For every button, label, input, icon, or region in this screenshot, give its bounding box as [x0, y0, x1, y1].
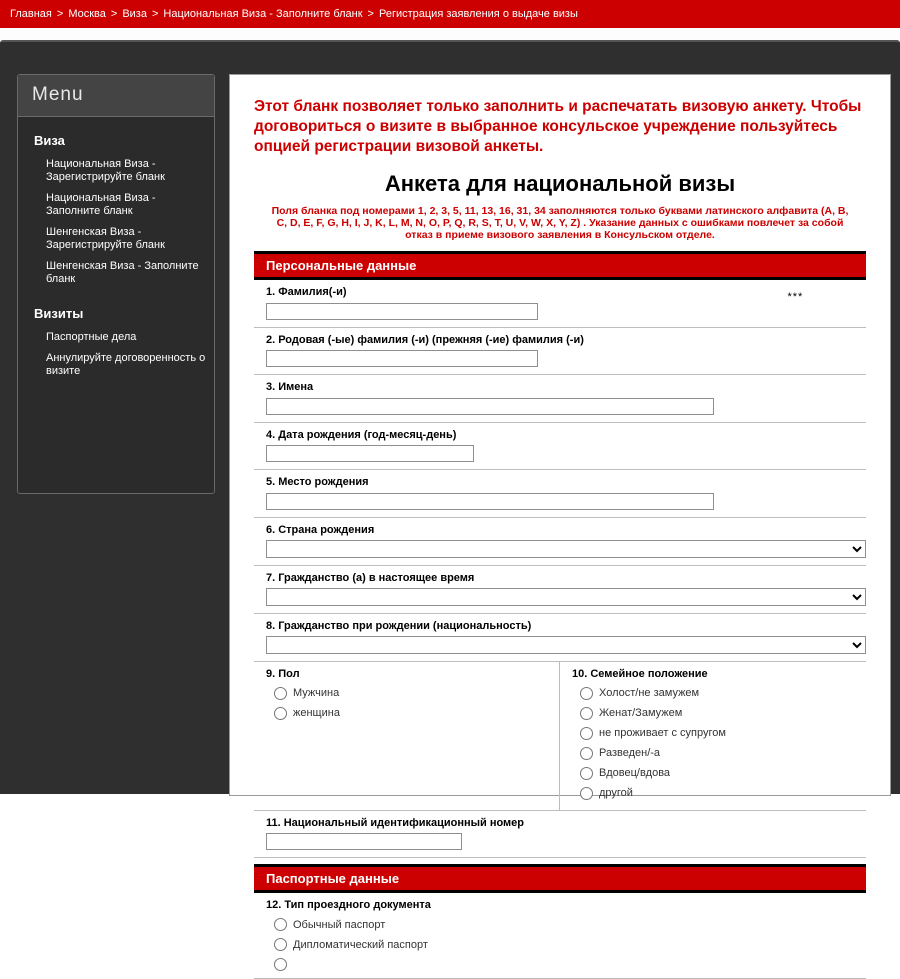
radio-marital-single[interactable] [580, 687, 866, 700]
radio-doc-diplomatic-input[interactable] [274, 938, 287, 951]
sidebar-item-passport-matters[interactable]: Паспортные дела [46, 331, 137, 343]
radio-marital-single-input[interactable] [580, 687, 593, 700]
field-surname: 1. Фамилия(-и) *** [254, 280, 866, 328]
radio-marital-other[interactable] [580, 787, 866, 800]
field-national-id [254, 811, 866, 859]
radio-marital-widowed-input[interactable] [580, 767, 593, 780]
radio-doc-ordinary-input[interactable] [274, 918, 287, 931]
radio-doc-other[interactable] [274, 958, 866, 971]
field-birth-date-label: 4. Дата рождения (год-месяц-день) [266, 428, 457, 441]
field-birth-citizenship [254, 614, 866, 662]
radio-doc-other-input[interactable] [274, 958, 287, 971]
radio-marital-divorced-label: Разведен/-а [599, 747, 661, 759]
breadcrumb-item-4[interactable]: Регистрация заявления о выдаче визы [378, 8, 578, 20]
radio-marital-separated[interactable] [580, 727, 866, 740]
radio-marital-single-label: Холост/не замужем [599, 687, 700, 699]
radio-marital-separated-label: не проживает с супругом [599, 727, 726, 739]
radio-sex-male-label: Мужчина [293, 687, 340, 699]
breadcrumb-item-0[interactable]: Главная [10, 8, 52, 20]
field-birth-citizenship-select[interactable] [266, 636, 866, 654]
sidebar-item-national-visa-register[interactable]: Национальная Виза - Зарегистрируйте бланк [46, 158, 165, 183]
menu-section-visa-list [18, 154, 214, 290]
field-sex [254, 662, 560, 810]
radio-doc-ordinary-label: Обычный паспорт [293, 918, 386, 931]
field-birth-citizenship-label: 8. Гражданство при рождении (национальность) [266, 619, 532, 632]
radio-sex-female[interactable] [274, 707, 559, 720]
radio-marital-divorced-input[interactable] [580, 747, 593, 760]
breadcrumb-item-3[interactable]: Национальная Виза - Заполните бланк [163, 8, 363, 20]
sidebar-item-national-visa-fill[interactable]: Национальная Виза - Заполните бланк [46, 192, 156, 217]
field-document-type-label: 12. Тип проездного документа [266, 899, 431, 911]
field-birth-date-input[interactable] [266, 445, 474, 462]
breadcrumb-item-2[interactable]: Виза [122, 8, 147, 20]
radio-marital-widowed-label: Вдовец/вдова [599, 767, 671, 779]
radio-marital-widowed[interactable] [580, 767, 866, 780]
field-current-citizenship [254, 566, 866, 614]
page-frame [0, 40, 900, 951]
field-birth-country [254, 518, 866, 566]
breadcrumb [0, 0, 900, 28]
field-national-id-label: 11. Национальный идентификационный номер [266, 816, 525, 829]
field-national-id-input[interactable] [266, 833, 462, 850]
breadcrumb-separator: > [110, 8, 118, 20]
breadcrumb-item-1[interactable]: Москва [68, 8, 106, 20]
menu-section-visa-label: Виза [34, 133, 65, 148]
field-birth-country-select[interactable] [266, 540, 866, 558]
field-birth-place-input[interactable] [266, 493, 714, 510]
field-birth-country-label: 6. Страна рождения [266, 523, 375, 536]
radio-marital-other-label: другой [599, 787, 633, 799]
section-passport-data: Паспортные данные [254, 864, 866, 893]
field-given-names-label: 3. Имена [266, 381, 314, 393]
sidebar-item-schengen-visa-fill[interactable]: Шенгенская Виза - Заполните бланк [46, 260, 199, 285]
section-personal-data: Персональные данные [254, 251, 866, 280]
radio-sex-female-input[interactable] [274, 707, 287, 720]
radio-marital-married-label: Женат/Замужем [599, 707, 683, 719]
field-current-citizenship-label: 7. Гражданство (а) в настоящее время [266, 571, 475, 584]
field-given-names-input[interactable] [266, 398, 714, 415]
menu-title: Menu [18, 75, 214, 117]
field-document-type [254, 893, 866, 979]
lead-text: Этот бланк позволяет только заполнить и распечатать визовую анкету. Чтобы договориться о визите в выбранное консульское учреждение пользуйтесь опцией регистрации визовой анкеты. [254, 98, 862, 155]
breadcrumb-separator: > [151, 8, 159, 20]
radio-doc-ordinary[interactable] [274, 918, 866, 931]
breadcrumb-separator: > [56, 8, 64, 20]
field-birth-place-label: 5. Место рождения [266, 476, 369, 488]
latin-alphabet-note: Поля бланка под номерами 1, 2, 3, 5, 11, 13, 16, 31, 34 заполняются только буквами латинского алфавита (A, B, C, D, E, F, G, H, I, J, K, L, M, N, O, P, Q, R, S, T, U, V, W, X, Y, Z) . Указание данных с ошибками повлечет за собой отказ в приеме визового заявления в Консульском отделе. [271, 205, 849, 241]
page-title: Анкета для национальной визы [384, 171, 736, 196]
field-current-citizenship-select[interactable] [266, 588, 866, 606]
field-birth-place [254, 470, 866, 518]
field-surname-label: 1. Фамилия(-и) [266, 286, 347, 298]
field-marital-status-label: 10. Семейное положение [572, 667, 708, 680]
radio-sex-male-input[interactable] [274, 687, 287, 700]
field-surname-input[interactable] [266, 303, 538, 320]
field-sex-label: 9. Пол [266, 667, 300, 680]
field-sex-and-marital [254, 662, 866, 811]
sidebar-menu [17, 74, 215, 494]
menu-section-visits-label: Визиты [34, 306, 84, 321]
radio-marital-married[interactable] [580, 707, 866, 720]
radio-marital-other-input[interactable] [580, 787, 593, 800]
radio-doc-diplomatic-label: Дипломатический паспорт [293, 938, 428, 951]
radio-doc-diplomatic[interactable] [274, 938, 866, 951]
field-birth-surname-input[interactable] [266, 350, 538, 367]
field-birth-surname-label: 2. Родовая (-ые) фамилия (-и) (прежняя (-ие) фамилия (-и) [266, 333, 584, 346]
radio-marital-divorced[interactable] [580, 747, 866, 760]
field-birth-date [254, 423, 866, 471]
main-content [229, 74, 891, 951]
breadcrumb-separator: > [367, 8, 374, 20]
radio-marital-separated-input[interactable] [580, 727, 593, 740]
field-birth-surname [254, 328, 866, 376]
menu-section-visits-list [18, 327, 214, 382]
radio-sex-female-label: женщина [293, 707, 340, 719]
sidebar-item-cancel-appointment[interactable]: Аннулируйте договоренность о визите [46, 352, 206, 377]
field-given-names [254, 375, 866, 423]
field-marital-status [560, 662, 866, 810]
sidebar-item-schengen-visa-register[interactable]: Шенгенская Виза - Зарегистрируйте бланк [46, 226, 165, 251]
radio-sex-male[interactable] [274, 687, 559, 700]
radio-marital-married-input[interactable] [580, 707, 593, 720]
